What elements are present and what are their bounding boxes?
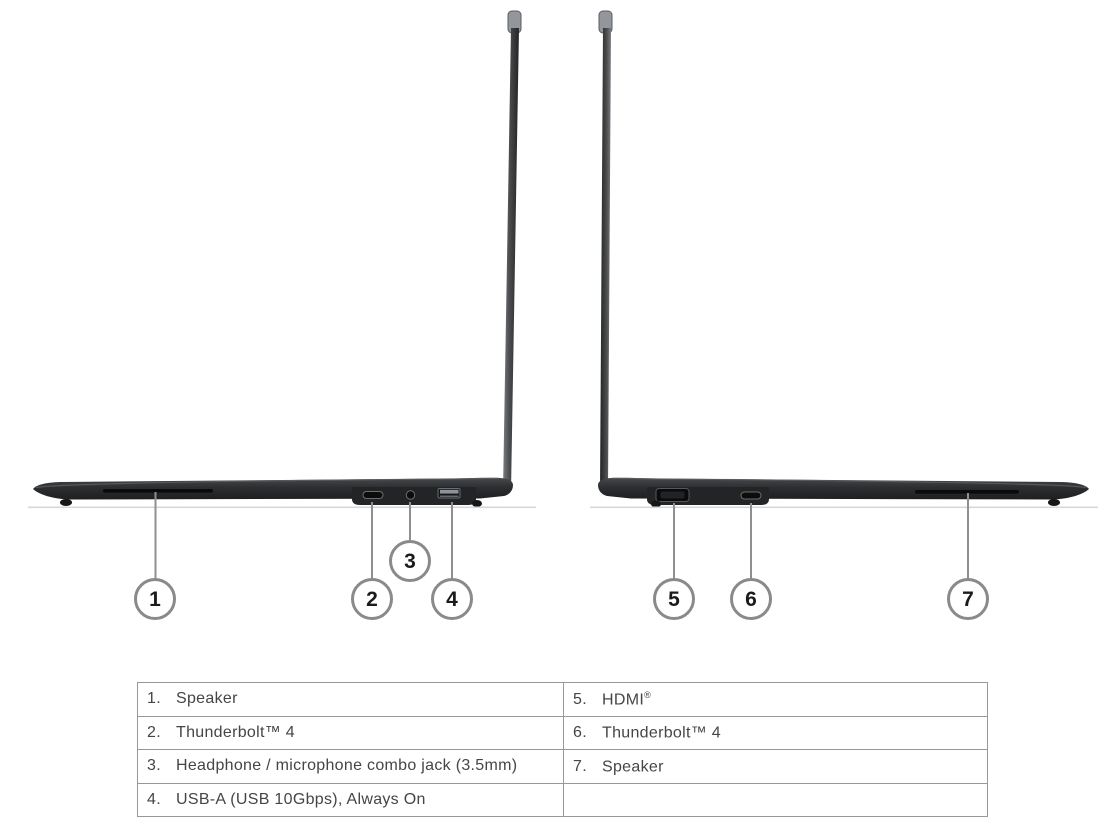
callout-badge-1 [134,578,176,620]
legend-item-label: Speaker [176,690,238,708]
legend-row [138,683,988,717]
headphone-microphone-combo-jack [406,491,414,499]
callout-badge-4 [431,578,473,620]
callout-number: 3 [404,549,416,573]
rubber-foot [651,501,661,508]
rubber-foot [472,500,482,507]
legend-cell [564,716,988,750]
registered-trademark-symbol: ® [644,689,651,700]
callout-number: 6 [745,587,757,611]
laptop-left-side-view [28,11,536,508]
legend-cell [138,683,564,717]
legend-row [138,783,988,817]
legend-item-label: Headphone / microphone combo jack (3.5mm) [176,757,518,775]
legend-item-label: Thunderbolt™ 4 [602,724,721,742]
callout-number: 2 [366,587,378,611]
speaker-grille-left [103,489,213,493]
legend-item-number: 6. [573,724,587,742]
callout-number: 4 [446,587,458,611]
legend-cell [564,683,988,717]
ground-shadow-line [28,507,536,509]
legend-row [138,716,988,750]
legend-row [138,750,988,784]
callout-badge-3 [389,540,431,582]
legend-item-number: 7. [573,757,587,775]
legend-item-number: 3. [147,757,161,775]
legend-item-number: 4. [147,790,161,808]
legend-cell [564,750,988,784]
legend-item-number: 1. [147,690,161,708]
legend-item-label: USB-A (USB 10Gbps), Always On [176,790,426,808]
legend-cell [138,716,564,750]
ground-shadow-line [590,507,1098,509]
usb-a-port [438,489,460,499]
thunderbolt-4-port-right [741,492,761,499]
callout-badge-6 [730,578,772,620]
callout-number: 5 [668,587,680,611]
leader-lines [156,492,969,579]
rubber-foot [1048,499,1060,506]
callout-badge-5 [653,578,695,620]
legend-cell [138,750,564,784]
laptop-lid-left [503,28,519,491]
laptop-lid-right [600,28,611,491]
legend-item-label: HDMI [602,690,645,708]
legend-item-number: 5. [573,690,587,708]
legend-item-number: 2. [147,723,161,741]
legend-cell [564,783,988,817]
legend-item-label: Thunderbolt™ 4 [176,723,295,741]
hdmi-port [656,489,689,502]
rubber-foot [60,499,72,506]
laptop-right-side-view [590,11,1098,508]
thunderbolt-4-port-left [363,492,383,499]
callout-badge-7 [947,578,989,620]
legend-table [137,682,988,817]
legend-cell [138,783,564,817]
callout-number: 1 [149,587,161,611]
legend-item-label: Speaker [602,757,664,775]
callout-number: 7 [962,587,974,611]
callout-badge-2 [351,578,393,620]
